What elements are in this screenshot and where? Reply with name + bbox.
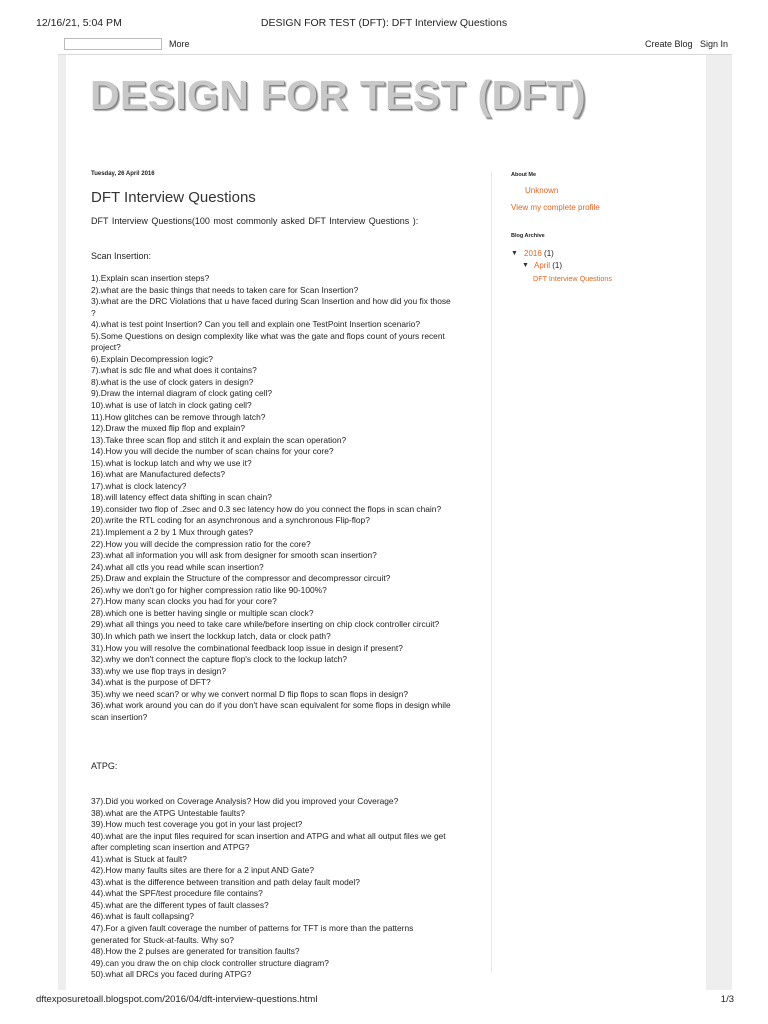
question-line: 34).what is the purpose of DFT?: [91, 677, 211, 688]
question-line: 18).will latency effect data shifting in scan chain?: [91, 492, 272, 503]
question-line: 44).what the SPF/test procedure file contains?: [91, 888, 263, 899]
question-line: 33).why we use flop trays in design?: [91, 665, 227, 676]
question-line: 26).why we don't go for higher compression ratio like 90-100%?: [91, 584, 327, 595]
question-line: 37).Did you worked on Coverage Analysis? How did you improved your Coverage?: [91, 796, 399, 806]
question-line: 36).what work around you can do if you don't have scan equivalent for some flops in design while: [91, 700, 451, 711]
archive-year-count: (1): [544, 249, 554, 258]
blog-archive-heading: Blog Archive: [511, 233, 545, 239]
question-line: 22).How you will decide the compression ratio for the core?: [91, 538, 311, 549]
question-line: 11).How glitches can be remove through latch?: [91, 411, 266, 422]
question-line: 19).consider two flop of .2sec and 0.3 sec latency how do you connect the flops in scan chain?: [91, 503, 442, 514]
about-me-heading: About Me: [511, 172, 537, 178]
post-date: Tuesday, 26 April 2016: [91, 171, 155, 177]
question-line: 48).How the 2 pulses are generated for transition faults?: [91, 946, 300, 957]
archive-post-link[interactable]: DFT Interview Questions: [533, 274, 612, 283]
question-line: 16).what are Manufactured defects?: [91, 469, 226, 480]
question-line: 8).what is the use of clock gaters in design?: [91, 376, 254, 387]
create-blog-link[interactable]: Create Blog: [645, 39, 693, 49]
question-line: 46).what is fault collapsing?: [91, 911, 194, 922]
print-footer: [0, 994, 768, 1008]
more-link[interactable]: More: [169, 39, 190, 49]
question-line: 32).why we don't connect the capture flop's clock to the lockup latch?: [91, 654, 347, 665]
question-line: 40).what are the input files required for scan insertion and ATPG and what all output files we get: [91, 830, 446, 841]
question-line: 14).How you will decide the number of scan chains for your core?: [91, 446, 334, 457]
question-list-scan-insertion: [91, 273, 451, 723]
question-line: 10).what is use of latch in clock gating cell?: [91, 400, 252, 411]
question-line: 29).what all things you need to take care while/before inserting on chip clock controller circuit?: [91, 619, 440, 630]
print-datetime: 12/16/21, 5:04 PM: [36, 17, 122, 29]
archive-month-label[interactable]: April: [534, 261, 551, 270]
section-label-scan-insertion: Scan Insertion:: [91, 251, 152, 261]
profile-name-link[interactable]: Unknown: [525, 186, 559, 195]
archive-month-april[interactable]: [534, 261, 562, 270]
print-page-number: 1/3: [720, 994, 734, 1005]
question-line: 27).How many scan clocks you had for your core?: [91, 596, 277, 607]
question-line: 45).what are the different types of fault classes?: [91, 899, 269, 910]
question-line: 15).what is lockup latch and why we use it?: [91, 457, 252, 468]
blogger-navbar: [58, 32, 732, 55]
navbar-search-input[interactable]: [64, 38, 162, 50]
question-line: 7).what is sdc file and what does it contains?: [91, 365, 257, 376]
archive-year-label[interactable]: 2016: [524, 249, 542, 258]
sidebar-divider: [491, 172, 492, 972]
question-line: 39).How much test coverage you got in your last project?: [91, 819, 303, 830]
question-line: 49).can you draw the on chip clock controller structure diagram?: [91, 957, 329, 968]
question-line: 6).Explain Decompression logic?: [91, 353, 213, 364]
question-line: 5).Some Questions on design complexity like what was the gate and flops count of yours recent: [91, 330, 445, 341]
question-line: 20).write the RTL coding for an asynchronous and a synchronous Flip-flop?: [91, 515, 370, 526]
question-line: 28).which one is better having single or multiple scan clock?: [91, 607, 314, 618]
question-line: 23).what all information you will ask from designer for smooth scan insertion?: [91, 550, 377, 561]
print-url: dftexposuretoall.blogspot.com/2016/04/dft-interview-questions.html: [36, 994, 318, 1005]
question-line: 30).In which path we insert the lockkup latch, data or clock path?: [91, 630, 331, 641]
post-title: DFT Interview Questions: [91, 189, 256, 206]
question-line: 9).Draw the internal diagram of clock gating cell?: [91, 388, 273, 399]
question-line: 43).what is the difference between transition and path delay fault model?: [91, 876, 360, 887]
view-profile-link[interactable]: View my complete profile: [511, 203, 600, 212]
question-line: 47).For a given fault coverage the number of patterns for TFT is more than the patterns: [91, 923, 414, 934]
archive-year-2016[interactable]: [524, 249, 554, 258]
question-line: 2).what are the basic things that needs to taken care for Scan Insertion?: [91, 284, 359, 295]
question-line: 35).why we need scan? or why we convert normal D flip flops to scan flops in design?: [91, 688, 409, 699]
question-line: 3).what are the DRC Violations that u have faced during Scan Insertion and how did you fix those: [91, 296, 451, 307]
question-line: 4).what is test point Insertion? Can you tell and explain one TestPoint Insertion scenario?: [91, 319, 420, 330]
question-line: 21).Implement a 2 by 1 Mux through gates?: [91, 527, 254, 538]
question-line: 1).Explain scan insertion steps?: [91, 273, 210, 283]
blog-title[interactable]: DESIGN FOR TEST (DFT): [90, 72, 586, 118]
sign-in-link[interactable]: Sign In: [700, 39, 729, 49]
expand-toggle-icon[interactable]: ▼: [522, 262, 529, 269]
question-line: generated for Stuck-at-faults. Why so?: [91, 934, 234, 945]
question-line: 41).what is Stuck at fault?: [91, 853, 187, 864]
question-line: 24).what all ctls you read while scan insertion?: [91, 561, 264, 572]
section-label-atpg: ATPG:: [91, 761, 118, 771]
question-line: 42).How many faults sites are there for a 2 input AND Gate?: [91, 865, 314, 876]
print-header: [0, 12, 768, 32]
print-page-title: DESIGN FOR TEST (DFT): DFT Interview Questions: [260, 17, 508, 29]
question-line: ?: [91, 307, 96, 318]
question-line: 13).Take three scan flop and stitch it and explain the scan operation?: [91, 434, 347, 445]
question-line: 50).what all DRCs you faced during ATPG?: [91, 969, 252, 980]
question-line: 12).Draw the muxed flip flop and explain?: [91, 423, 246, 434]
question-line: 17).what is clock latency?: [91, 480, 187, 491]
post-intro: DFT Interview Questions(100 most commonly asked DFT Interview Questions ):: [91, 216, 419, 226]
question-list-atpg: [91, 796, 446, 981]
question-line: after completing scan insertion and ATPG?: [91, 842, 250, 853]
expand-toggle-icon[interactable]: ▼: [511, 250, 518, 257]
question-line: project?: [91, 342, 121, 353]
question-line: scan insertion?: [91, 711, 148, 722]
archive-month-count: (1): [552, 261, 563, 270]
question-line: 25).Draw and explain the Structure of the compressor and decompressor circuit?: [91, 573, 391, 584]
question-line: 31).How you will resolve the combinational feedback loop issue in design if present?: [91, 642, 403, 653]
question-line: 38).what are the ATPG Untestable faults?: [91, 807, 245, 818]
